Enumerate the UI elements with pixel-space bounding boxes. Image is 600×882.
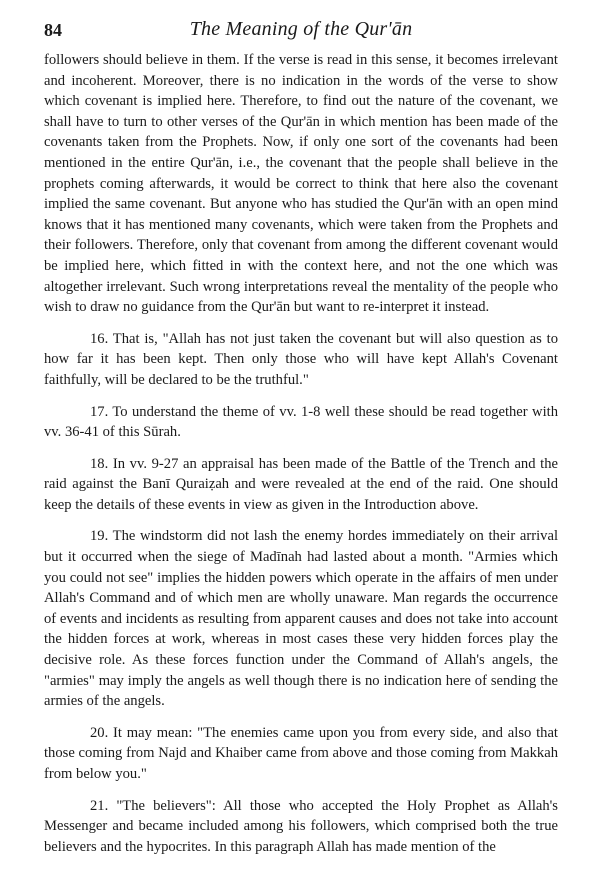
note-18: 18. In vv. 9-27 an appraisal has been made of the Battle of the Trench and the raid against the Banī Quraiẓah and were revealed at the end of the raid. One should keep the details of these events in view as given in the Introduction above. — [44, 455, 558, 513]
note-17: 17. To understand the theme of vv. 1-8 well these should be read together with vv. 36-41 of this Sūrah. — [44, 403, 558, 441]
running-title: The Meaning of the Qur'ān — [189, 18, 413, 40]
note-21: 21. "The believers": All those who accepted the Holy Prophet as Allah's Messenger and became included among his followers, which comprised both the true believers and the hypocrites. In this paragraph Allah has made mention of the — [44, 797, 558, 855]
page-header — [44, 18, 558, 44]
note-19: 19. The windstorm did not lash the enemy hordes immediately on their arrival but it occurred when the siege of Madīnah had lasted about a month. "Armies which you could not see" implies the hidden powers which operate in the affairs of men under Allah's Command and of which men are wholly unaware. Man regards the occurrence of events and incidents as resulting from apparent causes and does not take into account the hidden forces at work, whereas in most cases these very hidden forces play the decisive role. As these forces function under the Command of Allah's angels, the "armies" may imply the angels as well though there is no indication here of sending the armies of the angels. — [44, 528, 558, 710]
note-16: 16. That is, "Allah has not just taken the covenant but will also question as to how far it has been kept. Then only those who will have kept Allah's Covenant faithfully, will be declared to be the truthful." — [44, 330, 558, 388]
paragraph-continuation: followers should believe in them. If the verse is read in this sense, it becomes irrelevant and incoherent. Moreover, there is no indication in the words of the verse to show which covenant is implied here. Therefore, to find out the nature of the covenant, we shall have to turn to other verses of the Qur'ān in which mention has been made of the covenants taken from the Prophets. Now, if only one sort of the covenants had been mentioned in the entire Qur'ān, i.e., the covenant that the people shall believe in the prophets coming afterwards, it would be correct to think that here also the covenant implied the same covenant. But anyone who has studied the Qur'ān with an open mind knows that it has mentioned many covenants, which were taken from the Prophets and their followers. Therefore, only that covenant from among the different covenant would be implied here, which fitted in with the context here, and not the one which was altogether irrelevant. Such wrong interpretations reveal the mentality of the people who wish to draw no guidance from the Qur'ān but want to re-interpret it instead. — [44, 52, 558, 316]
body-text — [44, 50, 558, 857]
book-page — [44, 18, 558, 868]
page-number: 84 — [44, 20, 62, 40]
note-20: 20. It may mean: "The enemies came upon you from every side, and also that those coming from Najd and Khaiber came from above and those coming from Makkah from below you." — [44, 724, 558, 782]
